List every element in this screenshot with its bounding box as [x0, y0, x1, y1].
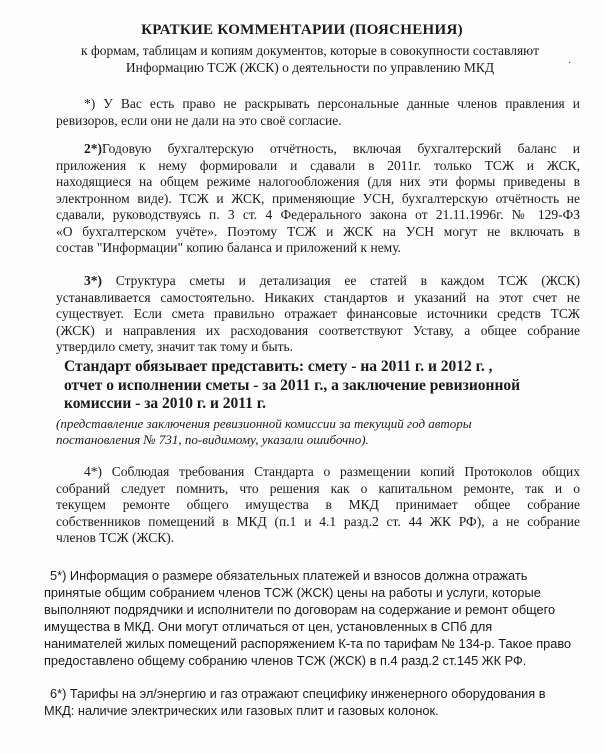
paragraph-line — [56, 96, 580, 113]
standard-line: отчет о исполнении сметы - за 2011 г., а заключение ревизионной — [64, 376, 521, 394]
stray-mark: · — [568, 58, 572, 69]
paragraph-line — [44, 685, 576, 702]
comment-paragraph-4 — [56, 464, 580, 547]
paragraph-line: приложения к нему формировали и сдавали в 2011г. только ТСЖ и ЖСК, — [56, 157, 580, 173]
paragraph-line: электронном виде). ТСЖ и ЖСК, применяющие УСН, бухгалтерскую отчётность не — [56, 190, 580, 206]
paragraph-line: «О бухгалтерском учёте». Поэтому ТСЖ и ЖСК на УСН могут не включать в — [56, 223, 580, 239]
standard-requirement — [64, 358, 576, 414]
paragraph-marker: 5*) — [50, 568, 67, 583]
note-line: постановления № 731, по-видимому, указали ошибочно). — [56, 432, 369, 447]
paragraph-line — [44, 567, 576, 584]
subtitle-line: Информацию ТСЖ (ЖСК) о деятельности по управлению МКД — [125, 60, 495, 75]
standard-line: комиссии - за 2010 г. и 2011 г. — [64, 395, 266, 412]
paragraph-text: Структура сметы и детализация ее статей в каждом ТСЖ (ЖСК) — [115, 273, 580, 288]
paragraph-line: принятые общим собранием членов ТСЖ (ЖСК) цены на работы и услуги, которые — [44, 585, 541, 600]
comment-paragraph-3 — [56, 273, 580, 356]
italic-note — [56, 416, 580, 448]
paragraph-line: МКД: наличие электрических или газовых плит и газовых колонок. — [44, 703, 439, 718]
comment-paragraph-6 — [44, 685, 576, 719]
paragraph-text: Соблюдая требования Стандарта о размещении копий Протоколов общих — [111, 464, 581, 479]
paragraph-line: (ЖСК) и направления их расходования соответствуют Уставу, а общее собрание — [56, 322, 580, 338]
paragraph-line: собственников помещений в МКД (п.1 и 4.1 разд.2 ст. 44 ЖК РФ), а не собрание — [56, 513, 580, 529]
document-title: КРАТКИЕ КОММЕНТАРИИ (ПОЯСНЕНИЯ) — [141, 22, 463, 38]
paragraph-line: существует. Если смета правильно отражает финансовые источники средств ТСЖ — [56, 306, 580, 321]
paragraph-line: устанавливается самостоятельно. Никаких стандартов и указаний на этот счет не — [56, 289, 580, 305]
paragraph-text: Информация о размере обязательных платежей и взносов должна отражать — [69, 568, 528, 583]
comment-paragraph-1 — [56, 96, 580, 129]
paragraph-text: У Вас есть право не раскрывать персональные данные членов правления и — [103, 96, 581, 111]
paragraph-line — [56, 273, 580, 290]
paragraph-line: ревизоров, если они не дали на это своё согласие. — [56, 112, 342, 128]
paragraph-text: Годовую бухгалтерскую отчётность, включая бухгалтерский баланс и — [102, 141, 580, 156]
paragraph-line: собраний следует помнить, что решения как о капитальном ремонте, так и о — [56, 480, 580, 496]
paragraph-marker: 3*) — [84, 273, 102, 288]
comment-paragraph-2 — [56, 141, 580, 257]
paragraph-line — [56, 464, 580, 481]
paragraph-line: членов ТСЖ (ЖСК). — [56, 530, 175, 545]
paragraph-line — [56, 141, 580, 158]
paragraph-line: выполняют подрядчики и исполнители по договорам на содержание и ремонт общего — [44, 602, 556, 617]
document-subtitle — [50, 42, 570, 76]
note-line: (представление заключения ревизионной комиссии за текущий год авторы — [56, 416, 472, 431]
paragraph-text: Тарифы на эл/энергию и газ отражают специфику инженерного оборудования в — [69, 686, 546, 701]
paragraph-line: текущем ремонте общего имущества в МКД принимает общее собрание — [56, 497, 580, 512]
comment-paragraph-5 — [44, 567, 576, 669]
paragraph-line: утвердило смету, значит так тому и быть. — [56, 339, 294, 354]
paragraph-line: предоставлено общему собранию членов ТСЖ (ЖСК) в п.4 разд.2 ст.145 ЖК РФ. — [44, 653, 527, 668]
paragraph-line: находящиеся на общем режиме налогообложения (для них эти формы приведены в — [56, 174, 580, 189]
subtitle-line: к формам, таблицам и копиям документов, которые в совокупности составляют — [81, 43, 539, 58]
paragraph-marker: 2*) — [84, 141, 102, 156]
paragraph-line: сдавали, руководствуясь п. 3 ст. 4 Федерального закона от 21.11.1996г. № 129-ФЗ — [56, 207, 580, 222]
paragraph-line: имущества в МКД. Они могут отличаться от цен, установленных в СПб для — [44, 619, 493, 634]
paragraph-line: нанимателей жилых помещений распоряжением К-та по тарифам № 134-р. Такое право — [44, 636, 572, 651]
standard-line: Стандарт обязывает представить: смету - на 2011 г. и 2012 г. , — [64, 358, 493, 375]
paragraph-marker: *) — [84, 96, 96, 111]
paragraph-marker: 4*) — [84, 464, 102, 479]
paragraph-line: состав "Информации" копию баланса и приложений к нему. — [56, 240, 402, 255]
paragraph-marker: 6*) — [50, 686, 67, 701]
